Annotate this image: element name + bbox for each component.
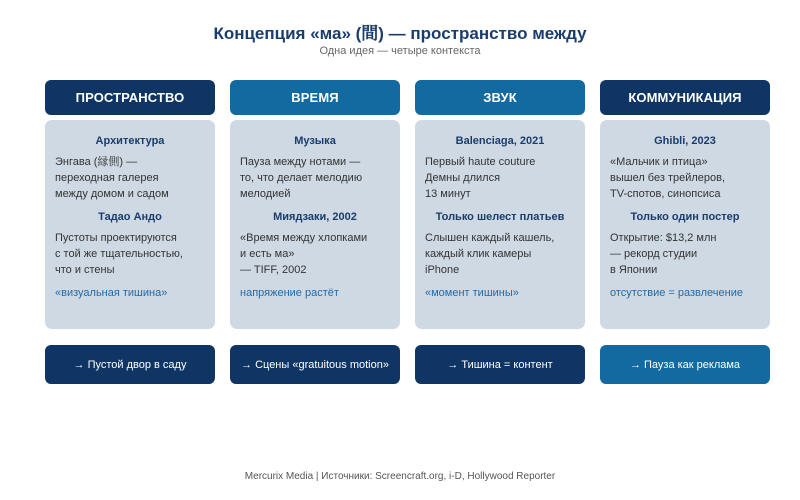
page-subtitle: Одна идея — четыре контекста	[319, 45, 481, 57]
column-card	[230, 120, 400, 329]
column-card	[45, 120, 215, 329]
column-header: ВРЕМЯ	[230, 80, 400, 115]
column-takeaway: → Тишина = контент	[415, 345, 585, 384]
column-card	[415, 120, 585, 329]
card-text: «Время между хлопками и есть ма» — TIFF, 2002	[240, 232, 368, 276]
column-sound	[415, 80, 585, 371]
card-text: Первый haute couture Демны длился 13 минут	[425, 156, 536, 200]
card-text: Энгава (縁側) — переходная галерея между домом и садом	[55, 156, 169, 200]
column-space	[45, 80, 215, 371]
card-subheading: Только один постер	[630, 211, 740, 223]
card-subheading: Музыка	[294, 135, 336, 147]
card-subheading: Архитектура	[95, 135, 165, 147]
card-text: Слышен каждый кашель, каждый клик камеры iPhone	[425, 232, 555, 276]
column-header: ПРОСТРАНСТВО	[45, 80, 215, 115]
card-subheading: Только шелест платьев	[435, 211, 565, 223]
card-note: «визуальная тишина»	[55, 287, 168, 299]
card-subheading: Тадао Андо	[98, 211, 162, 223]
card-subheading: Ghibli, 2023	[654, 135, 716, 147]
column-takeaway: → Пустой двор в саду	[45, 345, 215, 384]
column-card	[600, 120, 770, 329]
page-title: Концепция «ма» (間) — пространство между	[213, 24, 587, 43]
card-note: напряжение растёт	[240, 287, 339, 299]
card-note: «момент тишины»	[425, 287, 519, 299]
card-text: Открытие: $13,2 млн — рекорд студии в Японии	[610, 232, 717, 276]
column-header: КОММУНИКАЦИЯ	[600, 80, 770, 115]
card-text: Пауза между нотами — то, что делает мелодию мелодией	[240, 156, 363, 200]
card-subheading: Balenciaga, 2021	[455, 135, 545, 147]
column-communication	[600, 80, 770, 371]
card-subheading: Миядзаки, 2002	[273, 211, 357, 223]
column-header: ЗВУК	[415, 80, 585, 115]
card-note: отсутствие = развлечение	[610, 287, 743, 299]
column-takeaway: → Сцены «gratuitous motion»	[230, 345, 400, 384]
column-takeaway: → Пауза как реклама	[600, 345, 770, 384]
footer-source: Mercurix Media | Источники: Screencraft.org, i-D, Hollywood Reporter	[244, 471, 556, 482]
card-text: Пустоты проектируются с той же тщательностью, что и стены	[55, 232, 183, 276]
column-time	[230, 80, 400, 371]
card-text: «Мальчик и птица» вышел без трейлеров, TV-спотов, синопсиса	[610, 156, 726, 200]
